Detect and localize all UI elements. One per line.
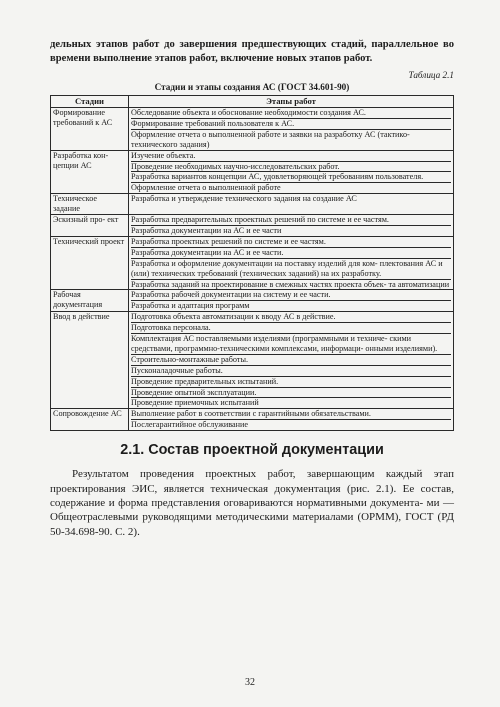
works-cell (129, 312, 454, 409)
work-item: Изучение объекта. (131, 151, 451, 162)
stage-cell: Технический проект (51, 236, 129, 290)
work-item: Разработка предварительных проектных решений по системе и ее частям. (131, 215, 451, 226)
stage-cell: Разработка кон- цепции АС (51, 150, 129, 194)
work-item: Послегарантийное обслуживание (131, 420, 249, 430)
work-item: Разработка и утверждение технического задания на создание АС (131, 194, 357, 204)
work-item: Разработка заданий на проектирование в смежных частях проекта объек- та автоматизации (131, 279, 450, 289)
work-item: Разработка рабочей документации на систему и ее части. (131, 290, 451, 301)
table-caption: Таблица 2.1 (408, 70, 454, 80)
works-cell (129, 236, 454, 290)
stage-cell: Формирование требований к АС (51, 108, 129, 151)
work-item: Оформление отчета о выполненной работе (131, 183, 281, 193)
table-header-row (51, 96, 454, 108)
table-row (51, 409, 454, 431)
table-title: Стадии и этапы создания АС (ГОСТ 34.601-90) (154, 82, 350, 92)
work-item: Разработка и адаптация программ (131, 301, 250, 311)
body-paragraph: Результатом проведения проектных работ, завершающим каждый этап проектирования ЭИС, является техническая документация (рис. 2.1). Ее состав, содержание и форма представления оговариваются нормативными документа- ми — Общеотраслевыми руководящими методическими материалами (ОРММ), ГОСТ (РД 50-34.698-90. С. 2). (50, 468, 454, 538)
table-row (51, 150, 454, 194)
table-row (51, 194, 454, 215)
work-item: Проведение предварительных испытаний. (131, 377, 451, 388)
works-cell (129, 409, 454, 431)
work-item: Разработка документации на АС и ее части. (131, 248, 451, 259)
work-item: Проведение необходимых научно-исследовательских работ. (131, 162, 451, 173)
works-cell (129, 194, 454, 215)
table-body (51, 108, 454, 431)
header-stages: Стадии (51, 96, 129, 108)
work-item: Выполнение работ в соответствии с гарантийными обязательствами. (131, 409, 451, 420)
work-item: Комплектация АС поставляемыми изделиями (программными и техниче- скими средствами, программно-техническими комплексами, информаци- онными изделиями). (131, 334, 451, 355)
work-item: Оформление отчета о выполненной работе и заявки на разработку АС (тактико-технического задания) (131, 129, 410, 149)
work-item: Обследование объекта и обоснование необходимости создания АС. (131, 108, 451, 119)
works-cell (129, 108, 454, 151)
work-item: Разработка и оформление документации на поставку изделий для ком- плектования АС и (или) технических требований (технических заданий) на их разработку. (131, 259, 451, 280)
stage-cell: Рабочая документация (51, 290, 129, 312)
table-row (51, 108, 454, 151)
intro-paragraph: дельных этапов работ до завершения предшествующих стадий, параллельное во времени выполнение этапов работ, включение новых этапов работ. (50, 39, 454, 64)
stage-cell: Ввод в действие (51, 312, 129, 409)
work-item: Проведение приемочных испытаний (131, 398, 259, 408)
table-row (51, 290, 454, 312)
work-item: Разработка документации на АС и ее части (131, 225, 282, 235)
works-cell (129, 215, 454, 237)
work-item: Пусконаладочные работы. (131, 366, 451, 377)
works-cell (129, 150, 454, 194)
work-item: Разработка вариантов концепции АС, удовлетворяющей требованиям пользователя. (131, 172, 451, 183)
table-row (51, 312, 454, 409)
stage-cell: Техническое задание (51, 194, 129, 215)
work-item: Строительно-монтажные работы. (131, 355, 451, 366)
work-item: Проведение опытной эксплуатации. (131, 388, 451, 399)
header-works: Этапы работ (129, 96, 454, 108)
section-heading: 2.1. Состав проектной документации (120, 442, 384, 459)
page-number: 32 (245, 677, 255, 688)
works-cell (129, 290, 454, 312)
work-item: Разработка проектных решений по системе и ее частям. (131, 237, 451, 248)
work-item: Формирование требований пользователя к АС. (131, 119, 451, 130)
stage-cell: Сопровождение АС (51, 409, 129, 431)
stages-table (50, 95, 454, 431)
work-item: Подготовка персонала. (131, 323, 451, 334)
table-row (51, 215, 454, 237)
work-item: Подготовка объекта автоматизации к вводу АС в действие. (131, 312, 451, 323)
stage-cell: Эскизный про- ект (51, 215, 129, 237)
table-row (51, 236, 454, 290)
